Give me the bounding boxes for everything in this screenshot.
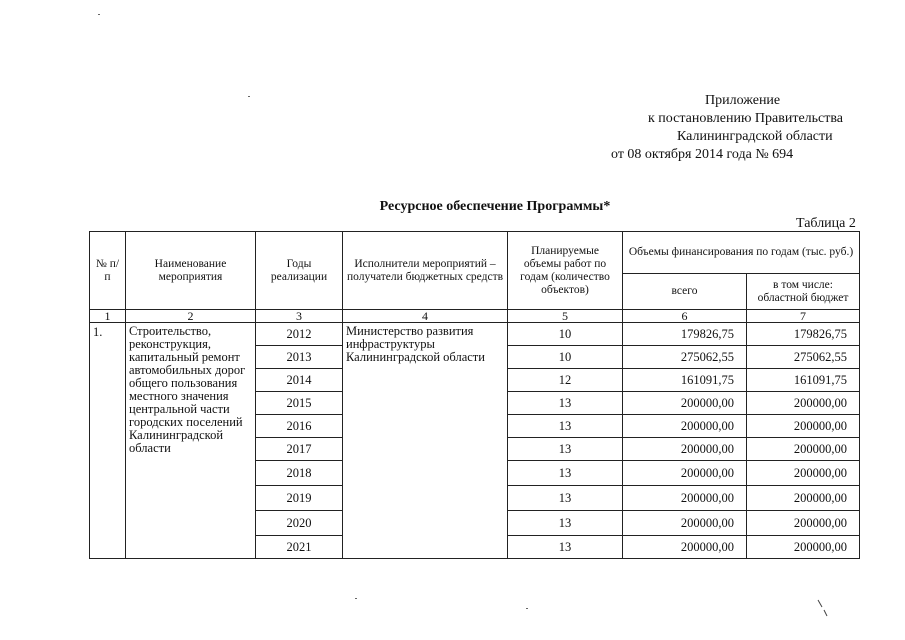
total-cell: 200000,00 [623,536,747,559]
volume-cell: 10 [508,323,623,346]
header-idx: № п/п [90,232,126,310]
regional-cell: 275062,55 [747,346,860,369]
regional-cell: 200000,00 [747,392,860,415]
total-cell: 161091,75 [623,369,747,392]
year-cell: 2013 [256,346,343,369]
column-number: 1 [90,310,126,323]
year-cell: 2012 [256,323,343,346]
regional-cell: 161091,75 [747,369,860,392]
total-cell: 200000,00 [623,486,747,511]
column-number: 5 [508,310,623,323]
resource-table [89,231,860,559]
item-name: Строительство, реконструкция, капитальный ремонт автомобильных дорог общего пользования местного значения центральной части городских поселений Калининградской области [126,323,256,559]
header-regional: в том числе: областной бюджет [747,274,860,310]
total-cell: 200000,00 [623,511,747,536]
volume-cell: 13 [508,536,623,559]
table-label: Таблица 2 [796,216,856,231]
year-cell: 2021 [256,536,343,559]
appendix-line-4: от 08 октября 2014 года № 694 [611,147,794,162]
year-cell: 2014 [256,369,343,392]
volume-cell: 13 [508,461,623,486]
year-cell: 2018 [256,461,343,486]
appendix-line-3: Калининградской области [677,129,833,144]
year-cell: 2020 [256,511,343,536]
header-financing: Объемы финансирования по годам (тыс. руб.) [623,232,860,274]
regional-cell: 200000,00 [747,486,860,511]
total-cell: 200000,00 [623,415,747,438]
page-title: Ресурсное обеспечение Программы* [379,199,611,214]
appendix-line-2: к постановлению Правительства [648,111,844,126]
column-number: 3 [256,310,343,323]
table-row [90,323,860,346]
regional-cell: 200000,00 [747,438,860,461]
regional-cell: 179826,75 [747,323,860,346]
volume-cell: 13 [508,392,623,415]
year-cell: 2016 [256,415,343,438]
volume-cell: 13 [508,511,623,536]
scan-speck [526,608,528,609]
volume-cell: 13 [508,486,623,511]
header-years: Годы реализации [256,232,343,310]
volume-cell: 10 [508,346,623,369]
pen-mark-icon [814,598,836,618]
scan-speck [248,96,250,97]
regional-cell: 200000,00 [747,461,860,486]
scan-speck [98,14,100,15]
column-number: 7 [747,310,860,323]
appendix-line-1: Приложение [705,93,781,108]
header-name: Наименование мероприятия [126,232,256,310]
header-total: всего [623,274,747,310]
total-cell: 179826,75 [623,323,747,346]
column-number: 2 [126,310,256,323]
total-cell: 200000,00 [623,392,747,415]
regional-cell: 200000,00 [747,511,860,536]
scan-speck [355,598,357,599]
year-cell: 2017 [256,438,343,461]
year-cell: 2015 [256,392,343,415]
item-index: 1. [90,323,126,559]
total-cell: 200000,00 [623,438,747,461]
column-number: 6 [623,310,747,323]
total-cell: 275062,55 [623,346,747,369]
volume-cell: 13 [508,438,623,461]
regional-cell: 200000,00 [747,415,860,438]
volume-cell: 12 [508,369,623,392]
total-cell: 200000,00 [623,461,747,486]
column-number: 4 [343,310,508,323]
year-cell: 2019 [256,486,343,511]
item-executor: Министерство развития инфраструктуры Калининградской области [343,323,508,559]
header-executors: Исполнители мероприятий – получатели бюджетных средств [343,232,508,310]
header-volumes: Планируемые объемы работ по годам (количество объектов) [508,232,623,310]
regional-cell: 200000,00 [747,536,860,559]
volume-cell: 13 [508,415,623,438]
